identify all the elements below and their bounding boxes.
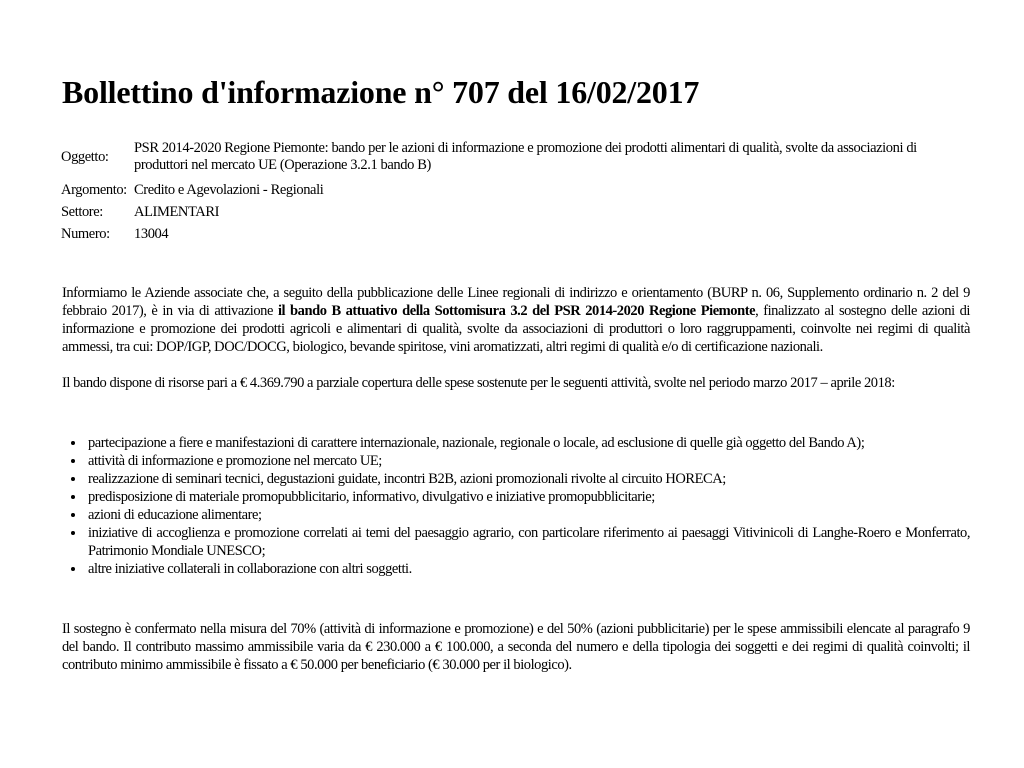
resources-paragraph: Il bando dispone di risorse pari a € 4.369.790 a parziale copertura delle spese sostenute per le seguenti attività, svolte nel periodo marzo 2017 – aprile 2018: <box>62 375 895 391</box>
list-item: • iniziative di accoglienza e promozione correlati ai temi del paesaggio agrario, con particolare riferimento ai paesaggi Vitivinicoli di Langhe-Roero e Monferrato, Patrimonio Mondiale UNESCO; <box>86 524 970 560</box>
list-item: • partecipazione a fiere e manifestazioni di carattere internazionale, nazionale, regionale o locale, ad esclusione di quelle già oggetto del Bando A); <box>86 434 970 452</box>
list-item: • predisposizione di materiale promopubblicitario, informativo, divulgativo e iniziative promopubblicitarie; <box>86 488 970 506</box>
list-item: • realizzazione di seminari tecnici, degustazioni guidate, incontri B2B, azioni promozionali rivolte al circuito HORECA; <box>86 470 970 488</box>
meta-row-numero <box>60 224 976 246</box>
settore-value: ALIMENTARI <box>134 204 220 220</box>
activities-list <box>62 434 970 578</box>
numero-label: Numero: <box>61 226 110 242</box>
article-body <box>62 284 970 674</box>
intro-bold-text: il bando B attuativo della Sottomisura 3.2 del PSR 2014-2020 Regione Piemonte <box>277 303 756 319</box>
list-item: • azioni di educazione alimentare; <box>86 506 970 524</box>
settore-label: Settore: <box>61 204 103 220</box>
oggetto-value: PSR 2014-2020 Regione Piemonte: bando per le azioni di informazione e promozione dei prodotti alimentari di qualità, svolte da associazioni di produttori nel mercato UE (Operazione 3.2.1 bando B) <box>134 140 917 173</box>
metadata-table <box>60 138 976 246</box>
meta-row-oggetto <box>60 138 976 180</box>
intro-text-b: , finalizzato al sostegno delle azioni di informazione e promozione dei prodotti agricoli e alimentari di qualità, svolte da associazioni di produttori o loro raggruppamenti, coinvolte nei regimi di qualità ammessi, tra cui: DOP/IGP, DOC/DOCG, biologico, bevande spiritose, vini aromatizzati, altri regimi di qualità e/o di certificazione nazionali. <box>62 303 971 355</box>
intro-paragraph <box>62 284 970 356</box>
argomento-value: Credito e Agevolazioni - Regionali <box>134 182 324 198</box>
list-item: • altre iniziative collaterali in collaborazione con altri soggetti. <box>86 560 970 578</box>
meta-row-settore <box>60 202 976 224</box>
list-item: • attività di informazione e promozione nel mercato UE; <box>86 452 970 470</box>
intro-text-a: Informiamo le Aziende associate che, a seguito della pubblicazione delle Linee regionali di indirizzo e orientamento (BURP n. 06, Supplemento ordinario n. 2 del 9 febbraio 2017), è in via di attivazione <box>62 285 970 319</box>
support-paragraph: Il sostegno è confermato nella misura del 70% (attività di informazione e promozione) e del 50% (azioni pubblicitarie) per le spese ammissibili elencate al paragrafo 9 del bando. Il contributo massimo ammissibile varia da € 230.000 a € 100.000, a seconda del numero e della tipologia dei soggetti e dei regimi di qualità coinvolti; il contributo minimo ammissibile è fissato a € 50.000 per beneficiario (€ 30.000 per il biologico). <box>62 621 970 673</box>
meta-row-argomento <box>60 180 976 202</box>
argomento-label: Argomento: <box>61 182 127 198</box>
numero-value: 13004 <box>134 226 169 242</box>
page-title: Bollettino d'informazione n° 707 del 16/02/2017 <box>62 74 700 110</box>
oggetto-label: Oggetto: <box>61 148 109 165</box>
